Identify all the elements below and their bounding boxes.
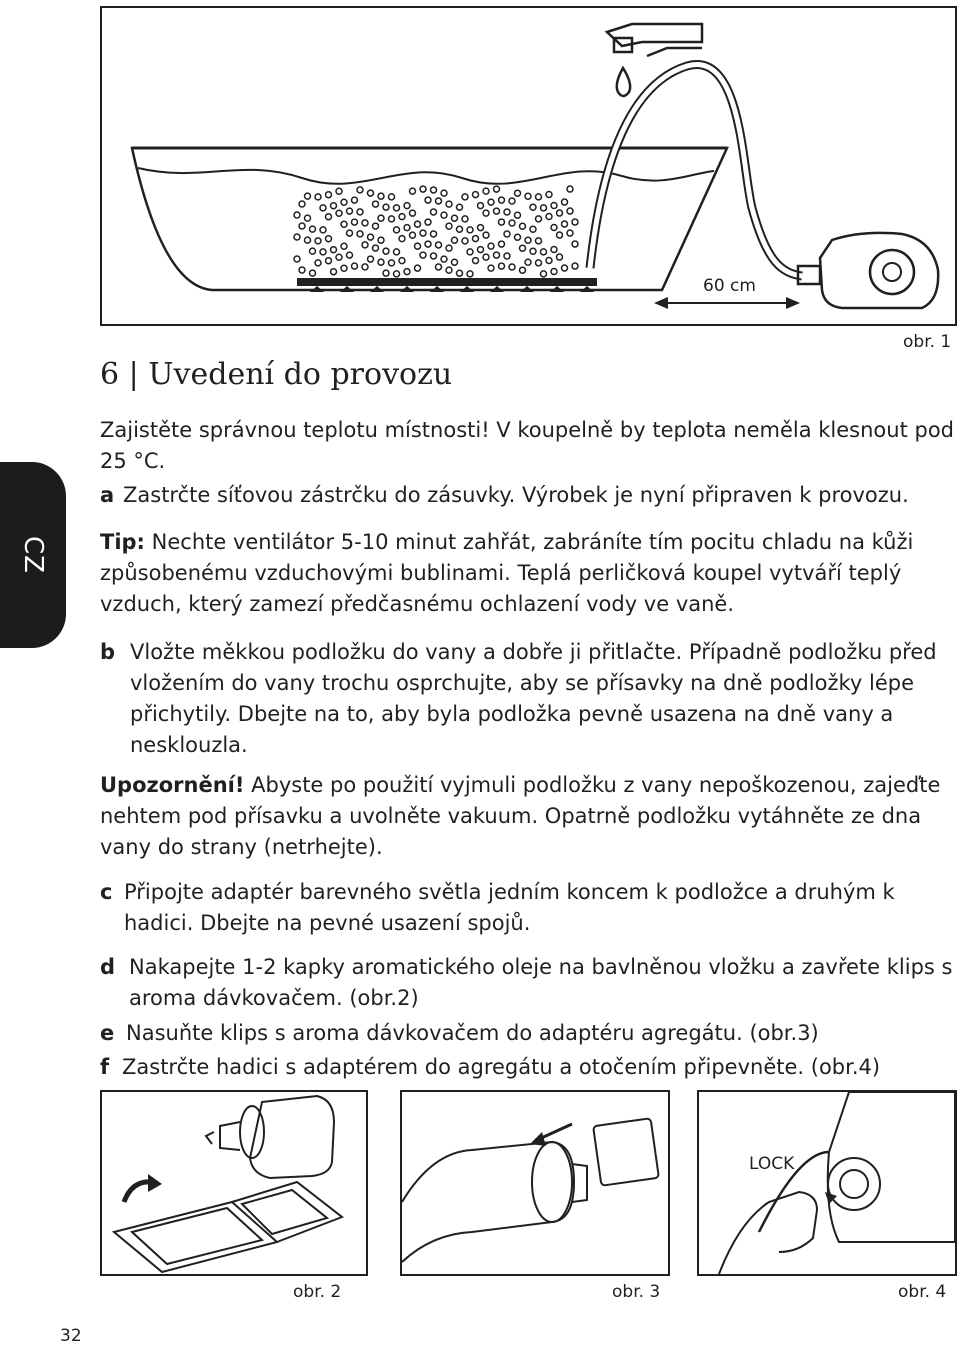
step-c-label: c [100, 880, 113, 904]
step-a-label: a [100, 483, 115, 507]
step-b-text: Vložte měkkou podložku do vany a dobře ji přitlačte. Případně podložku před vložením do vany trochu osprchujte, aby se přísavky na dně podložky lépe přichytily. Dbejte na to, aby byla podložka pevně usazena na dně vany a nesklouzla. [130, 640, 937, 757]
lock-label: LOCK [749, 1154, 795, 1174]
language-tab-label: CZ [18, 536, 48, 574]
figure-2-caption: obr. 2 [293, 1282, 342, 1302]
hose-lock-drawing [699, 1092, 955, 1274]
language-tab [0, 462, 66, 648]
figure-1-bathtub-illustration [100, 6, 957, 326]
step-f-text: Zastrčte hadici s adaptérem do agregátu a otočením připevněte. (obr.4) [122, 1055, 881, 1079]
figure-3-caption: obr. 3 [612, 1282, 661, 1302]
step-e-label: e [100, 1021, 115, 1045]
step-c-text: Připojte adaptér barevného světla jedním koncem k podložce a druhým k hadici. Dbejte na pevné usazení spojů. [124, 880, 895, 935]
distance-label: 60 cm [703, 276, 756, 296]
tip-text: Nechte ventilátor 5-10 minut zahřát, zabráníte tím pocitu chladu na kůži způsobenému vzduchovými bublinami. Teplá perličková koupel vytváří teplý vzduch, který zamezí předčasnému ochlazení vody ve vaně. [100, 530, 914, 616]
intro-text: Zajistěte správnou teplotu místnosti! V koupelně by teplota neměla klesnout pod 25 °C. [100, 418, 955, 473]
tip-paragraph [100, 527, 960, 620]
figure-1-caption: obr. 1 [903, 332, 952, 352]
step-d [100, 952, 960, 1014]
step-e-text: Nasuňte klips s aroma dávkovačem do adaptéru agregátu. (obr.3) [126, 1021, 819, 1045]
figure-4-caption: obr. 4 [898, 1282, 947, 1302]
blower-unit [798, 233, 938, 308]
step-b-label: b [100, 640, 116, 664]
section-title: 6 | Uvedení do provozu [100, 357, 453, 392]
figure-4-hose-lock [697, 1090, 957, 1276]
warning-paragraph [100, 770, 960, 863]
step-c [100, 877, 960, 939]
page-number: 32 [60, 1326, 82, 1346]
step-a [100, 480, 960, 511]
warning-text: Abyste po použití vyjmuli podložku z vany nepoškozenou, zajeďte nehtem pod přísavku a uvolněte vakuum. Opatrně podložku vytáhněte ze dna vany do strany (netrhejte). [100, 773, 941, 859]
step-d-label: d [100, 955, 116, 979]
figure-3-adapter-insert [400, 1090, 670, 1276]
bathtub-drawing [102, 8, 955, 324]
step-a-text: Zastrčte síťovou zástrčku do zásuvky. Výrobek je nyní připraven k provozu. [123, 483, 909, 507]
aroma-clip-drawing [102, 1092, 366, 1274]
step-d-text: Nakapejte 1-2 kapky aromatického oleje na bavlněnou vložku a zavřete klips s aroma dávkovačem. (obr.2) [129, 955, 953, 1010]
tip-label: Tip: [100, 530, 145, 554]
step-e [100, 1018, 960, 1049]
air-bubbles [294, 186, 578, 277]
figure-2-aroma-clip [100, 1090, 368, 1276]
step-f [100, 1052, 960, 1083]
step-f-label: f [100, 1055, 110, 1079]
step-b [100, 637, 960, 761]
warning-label: Upozornění! [100, 773, 245, 797]
adapter-insert-drawing [402, 1092, 668, 1274]
